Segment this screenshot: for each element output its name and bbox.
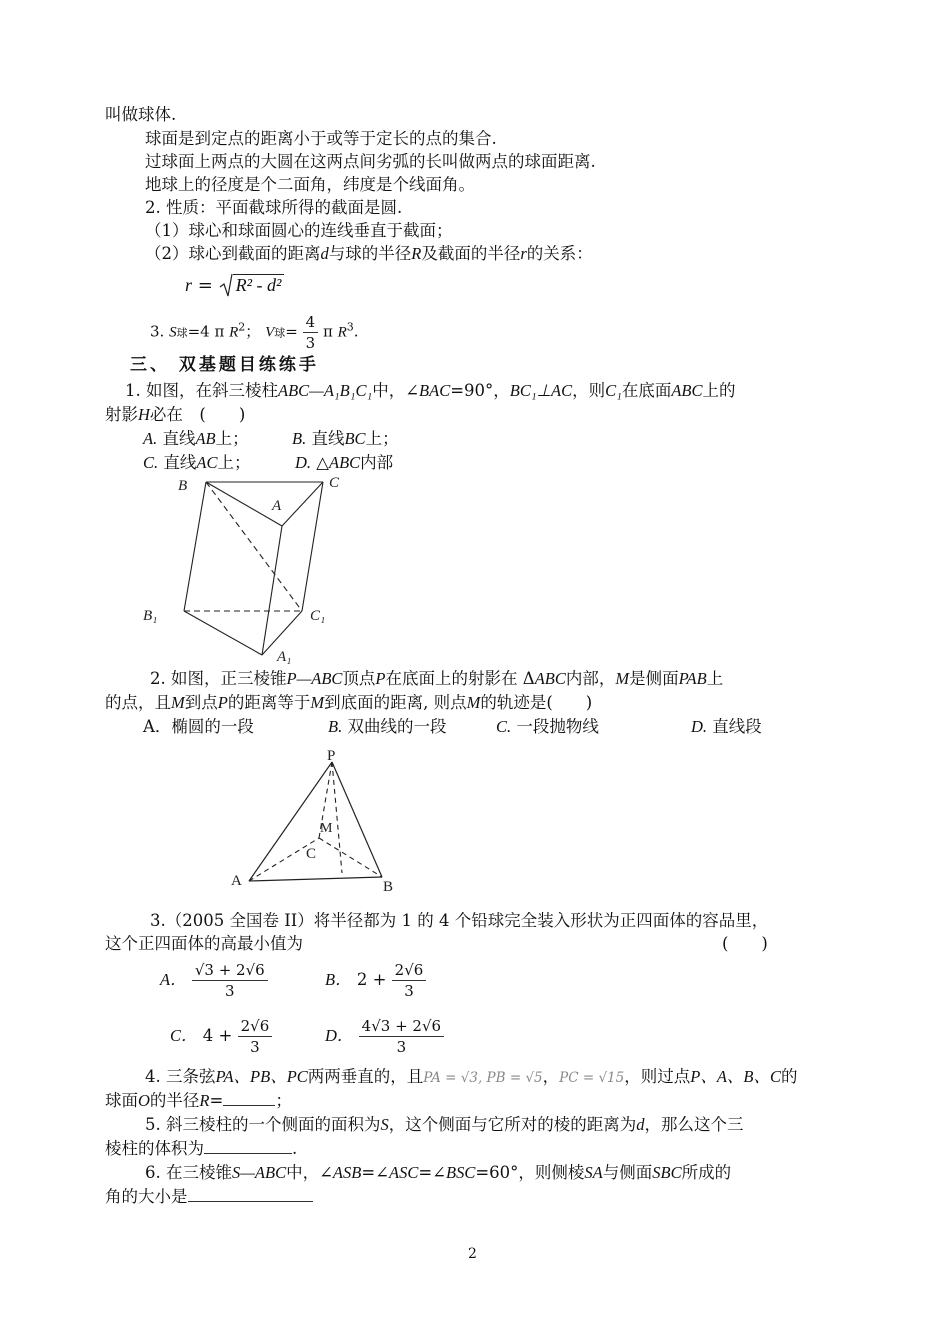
q1-option-c: C. 直线AC上； bbox=[143, 453, 251, 472]
intro-line-3: 过球面上两点的大圆在这两点间劣弧的长叫做两点的球面距离. bbox=[145, 152, 596, 171]
q2-option-d: D. 直线段 bbox=[691, 717, 762, 736]
q3-option-d: D． $\frac{4√3 + 2√6}{3}$ bbox=[325, 1014, 444, 1058]
sphere-area-volume: 3. S球=4 π $R^2$； V球= $\frac{4}{3}$ π $R^3$. bbox=[150, 313, 359, 352]
label-C: C bbox=[306, 846, 317, 862]
label-A: A bbox=[272, 498, 282, 514]
edge-PB bbox=[332, 762, 382, 877]
hidden-segment-PM bbox=[332, 762, 342, 873]
q3-answer-paren: ( ) bbox=[722, 934, 768, 953]
q3-line-2: 这个正四面体的高最小值为 bbox=[105, 934, 303, 953]
q1-option-b: B. 直线BC上； bbox=[292, 429, 399, 448]
q3-option-c: C． 4 + $\frac{2√6}{3}$ bbox=[170, 1014, 272, 1058]
section-heading: 三、 双基题目练练手 bbox=[130, 355, 319, 375]
q4-line-2: 球面O的半径R= ； bbox=[105, 1091, 292, 1110]
q2-option-c: C. 一段抛物线 bbox=[496, 717, 599, 736]
edge-B1A1 bbox=[184, 611, 262, 655]
q1-line-2: 射影H必在 ( ) bbox=[105, 405, 246, 424]
intro-line-1: 叫做球体. bbox=[105, 105, 177, 124]
label-B: B bbox=[383, 879, 394, 895]
q3-line-1: 3.（2005 全国卷 II）将半径都为 1 的 4 个铅球完全装入形状为正四面体的容品里， bbox=[150, 911, 769, 930]
q2-line-1: 2. 如图，正三棱锥P—ABC顶点P在底面上的射影在 ΔABC内部，M是侧面PAB上 bbox=[150, 669, 724, 688]
intro-line-5: 2. 性质：平面截球所得的截面是圆. bbox=[145, 198, 403, 217]
intro-line-6: （1）球心和球面圆心的连线垂直于截面； bbox=[145, 221, 453, 240]
hidden-edge-CB bbox=[319, 838, 382, 877]
q5-line-1: 5. 斜三棱柱的一个侧面的面积为S，这个侧面与它所对的棱的距离为d，那么这个三 bbox=[145, 1115, 744, 1134]
q1-line-1: 1. 如图，在斜三棱柱ABC—A₁B₁C₁中，∠BAC=90°，BC₁⊥AC，则C₁在底面ABC上的 bbox=[125, 381, 736, 400]
edge-BA bbox=[206, 482, 282, 526]
hidden-edge-BC1 bbox=[206, 482, 302, 611]
q2-line-2: 的点，且M到点P的距离等于M到底面的距离, 则点M的轨迹是( ) bbox=[105, 693, 593, 712]
q1-option-d: D. △ABC内部 bbox=[295, 453, 394, 472]
four-thirds-fraction: $\frac{4}{3}$ bbox=[303, 312, 319, 353]
q3-option-b: B． 2 + $\frac{2√6}{3}$ bbox=[325, 958, 426, 1002]
label-B1: B₁ bbox=[143, 608, 158, 624]
intro-line-7: （2）球心到截面的距离d与球的半径R及截面的半径r的关系： bbox=[145, 244, 593, 263]
q6-line-2: 角的大小是 bbox=[105, 1186, 313, 1208]
q2-option-b: B. 双曲线的一段 bbox=[328, 717, 447, 736]
prism-figure bbox=[130, 468, 360, 668]
intro-line-4: 地球上的径度是个二面角，纬度是个线面角。 bbox=[145, 175, 475, 194]
label-C: C bbox=[329, 475, 340, 491]
edge-BB1 bbox=[184, 482, 206, 611]
sqrt-sign-icon bbox=[219, 272, 233, 298]
page-number: 2 bbox=[468, 1246, 477, 1262]
label-M: M bbox=[320, 821, 333, 836]
label-B: B bbox=[178, 478, 188, 494]
label-A: A bbox=[231, 873, 242, 889]
label-C1: C₁ bbox=[310, 608, 326, 624]
q4-answer-blank[interactable] bbox=[223, 1090, 275, 1106]
intro-line-2: 球面是到定点的距离小于或等于定长的点的集合. bbox=[145, 129, 497, 148]
q6-line-1: 6. 在三棱锥S—ABC中，∠ASB=∠ASC=∠BSC=60°，则侧棱SA与侧面SBC所成的 bbox=[145, 1163, 732, 1182]
pyramid-figure bbox=[225, 745, 405, 895]
q1-option-a: A. 直线AB上； bbox=[143, 429, 249, 448]
label-A1: A₁ bbox=[277, 649, 292, 665]
q6-answer-blank[interactable] bbox=[188, 1186, 313, 1202]
q5-line-2: 棱柱的体积为 . bbox=[105, 1139, 298, 1158]
q4-line-1: 4. 三条弦PA、PB、PC两两垂直的，且PA = √3, PB = √5，PC = √15，则过点P、A、B、C的 bbox=[145, 1067, 798, 1086]
label-P: P bbox=[327, 748, 336, 764]
edge-AB bbox=[249, 877, 382, 881]
radius-formula: r = R² - d² bbox=[185, 272, 284, 298]
q3-option-a: A． $\frac{√3 + 2√6}{3}$ bbox=[160, 958, 268, 1002]
q5-answer-blank[interactable] bbox=[204, 1138, 292, 1154]
q2-option-a: A．椭圆的一段 bbox=[143, 717, 254, 736]
